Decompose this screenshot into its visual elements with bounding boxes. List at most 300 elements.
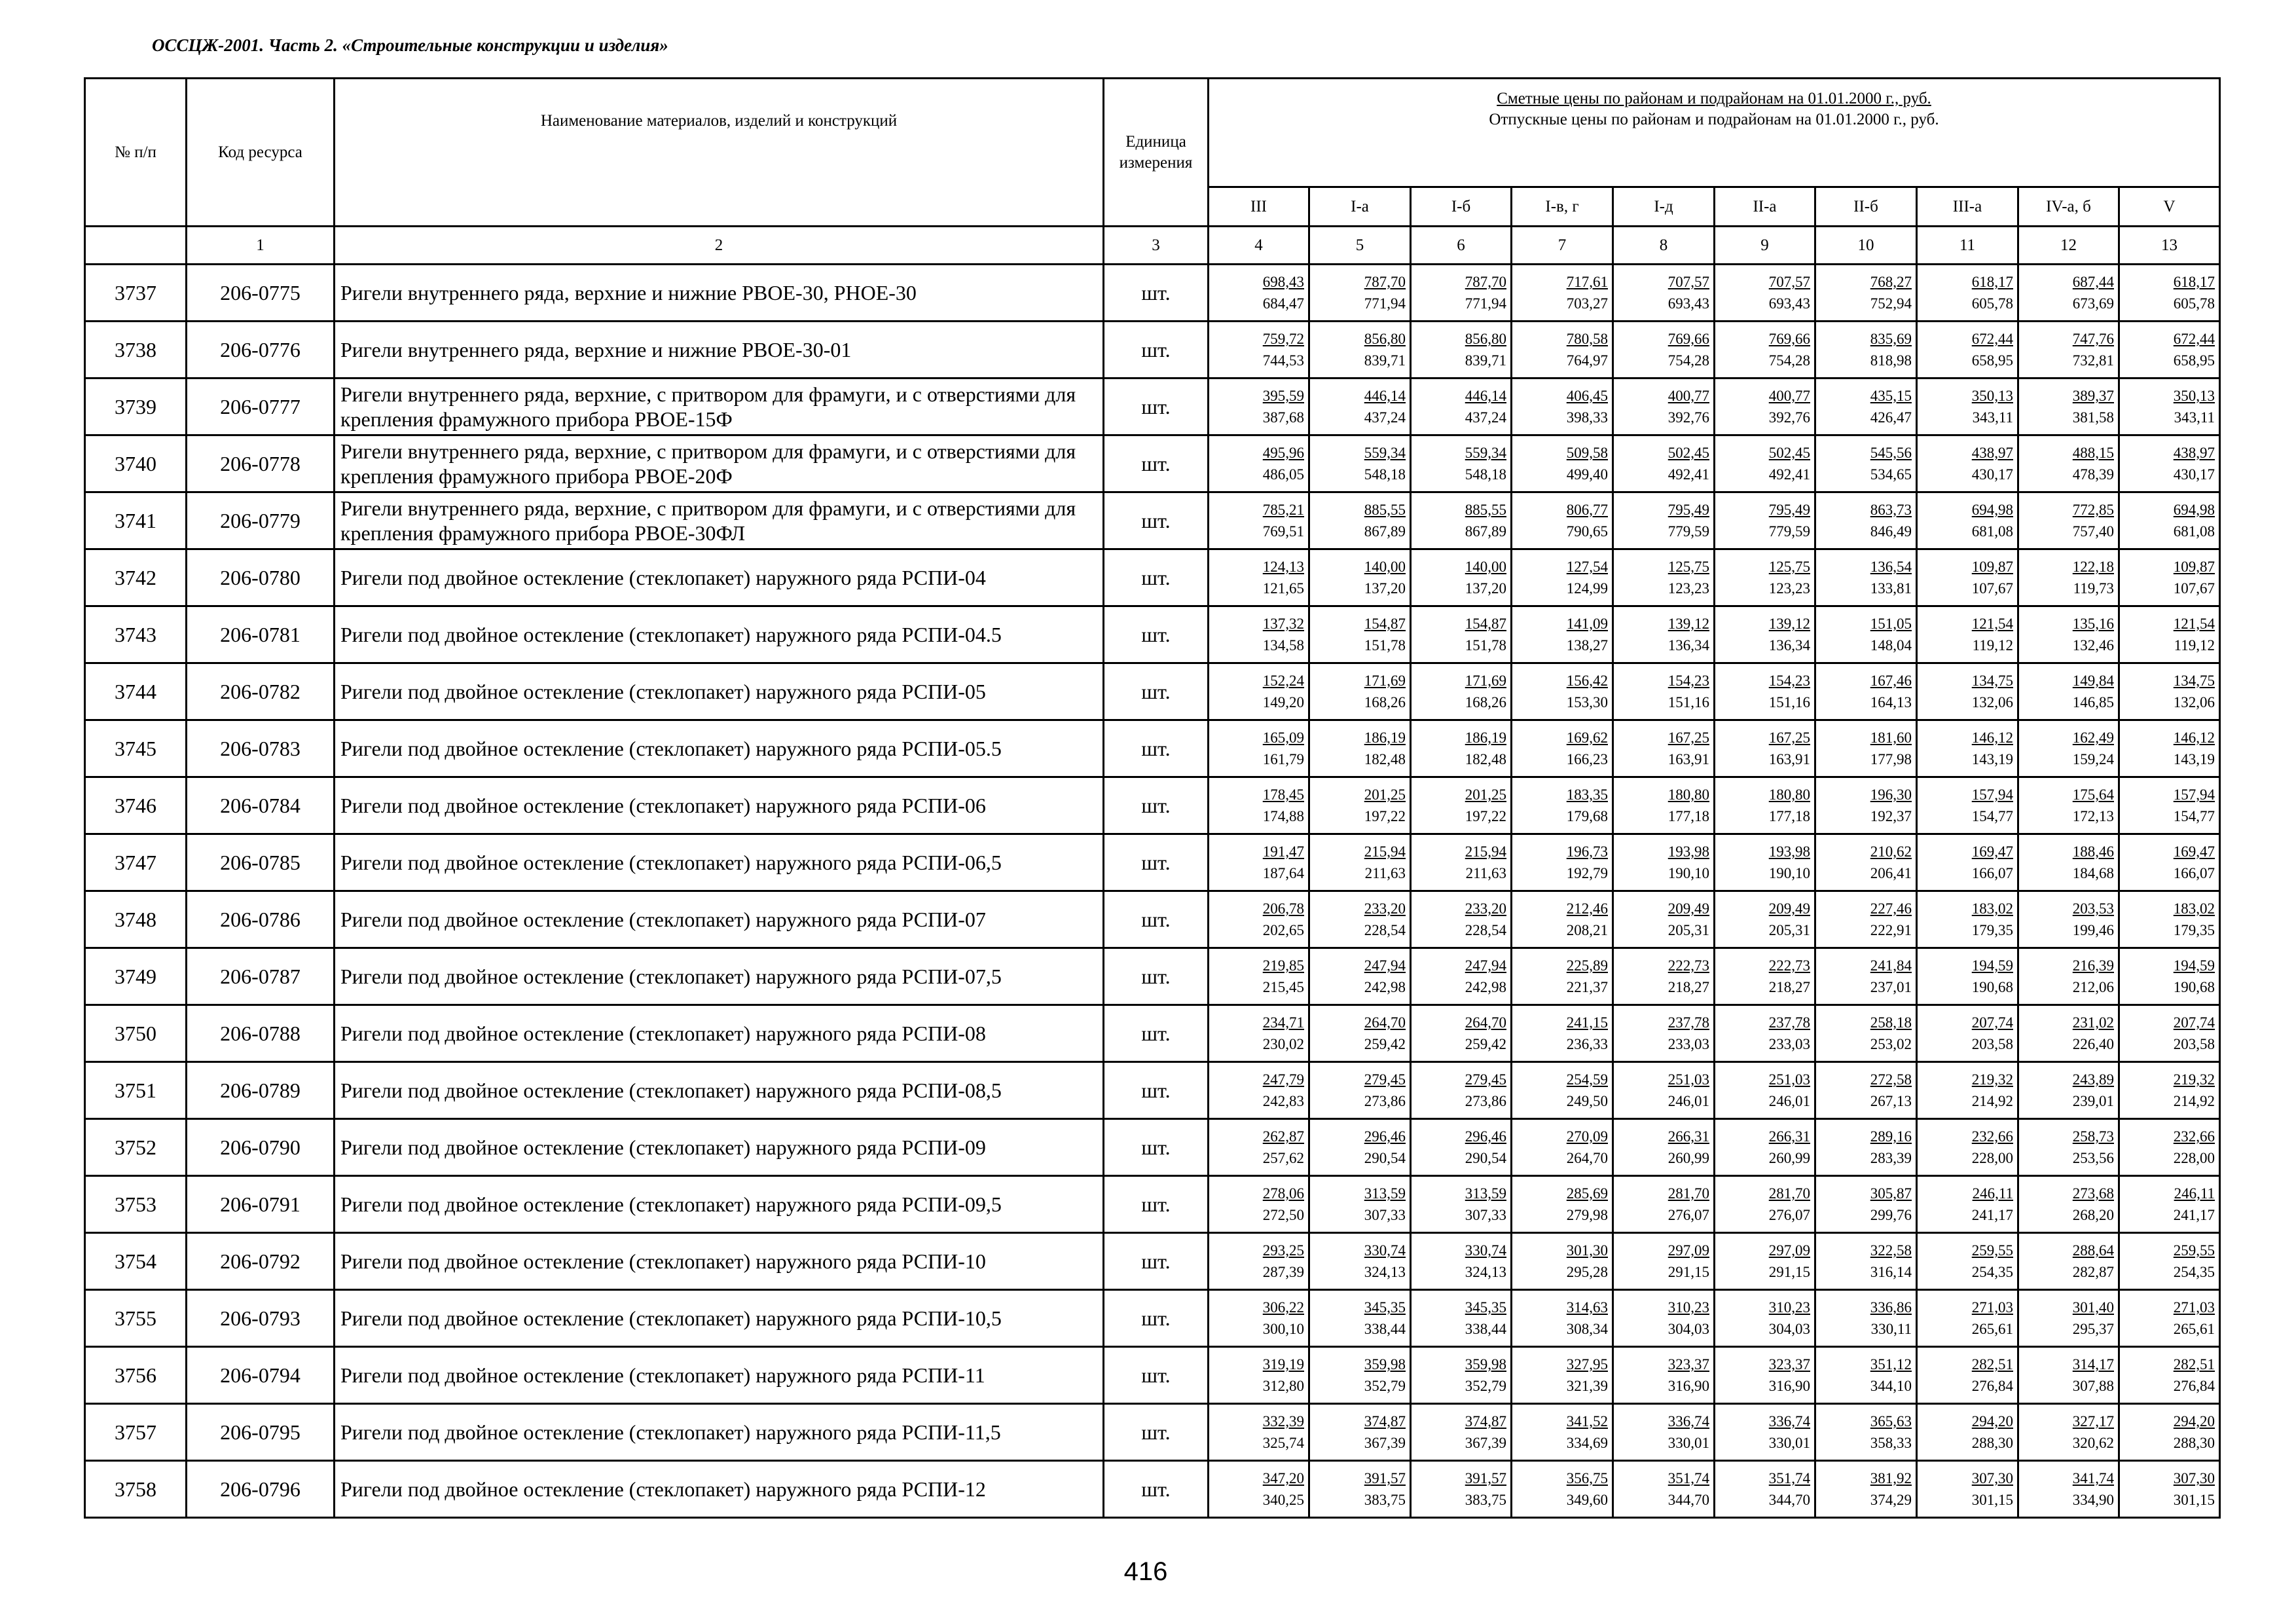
release-price: 291,15 (1667, 1264, 1709, 1280)
unit: шт. (1104, 1461, 1209, 1518)
estimated-price: 296,46 (1465, 1128, 1506, 1145)
release-price: 208,21 (1566, 922, 1608, 938)
estimated-price: 186,19 (1465, 729, 1506, 746)
resource-code: 206-0780 (187, 549, 335, 606)
estimated-price: 787,70 (1465, 274, 1506, 290)
release-price: 121,65 (1262, 580, 1304, 597)
price-cell (2119, 378, 2220, 435)
price-cell (1613, 720, 1715, 777)
release-price: 192,79 (1566, 865, 1608, 881)
price-cell (1613, 492, 1715, 549)
estimated-price: 374,87 (1465, 1413, 1506, 1430)
price-cell (1512, 1119, 1613, 1176)
release-price: 214,92 (2173, 1093, 2215, 1109)
region-header: III (1209, 187, 1309, 227)
release-price: 316,14 (1870, 1264, 1912, 1280)
price-cell (1309, 265, 1411, 322)
release-price: 684,47 (1262, 295, 1304, 312)
resource-code: 206-0790 (187, 1119, 335, 1176)
estimated-price: 856,80 (1465, 331, 1506, 347)
estimated-price: 698,43 (1262, 274, 1304, 290)
price-cell (1411, 435, 1512, 492)
release-price: 230,02 (1262, 1036, 1304, 1052)
estimated-price: 345,35 (1364, 1299, 1406, 1316)
release-price: 324,13 (1364, 1264, 1406, 1280)
release-price: 818,98 (1870, 352, 1912, 369)
estimated-price: 330,74 (1465, 1242, 1506, 1259)
release-price: 190,68 (1971, 979, 2013, 995)
price-cell (2119, 435, 2220, 492)
estimated-price: 181,60 (1870, 729, 1912, 746)
estimated-price: 203,53 (2072, 900, 2114, 917)
price-cell (1209, 720, 1309, 777)
price-cell (1411, 777, 1512, 834)
unit: шт. (1104, 435, 1209, 492)
column-number: 11 (1917, 227, 2018, 265)
header-prices-release: Отпускные цены по районам и подрайонам на 01.01.2000 г., руб. (1489, 111, 1939, 128)
price-cell (1209, 265, 1309, 322)
region-header: III-а (1917, 187, 2018, 227)
estimated-price: 345,35 (1465, 1299, 1506, 1316)
price-cell (1917, 891, 2018, 948)
estimated-price: 350,13 (2173, 388, 2215, 404)
price-cell (1309, 834, 1411, 891)
release-price: 316,90 (1768, 1378, 1810, 1394)
estimated-price: 154,23 (1667, 673, 1709, 689)
price-cell (2119, 1233, 2220, 1290)
price-cell (2119, 1347, 2220, 1404)
price-cell (1209, 948, 1309, 1005)
release-price: 151,78 (1465, 637, 1506, 654)
release-price: 283,39 (1870, 1150, 1912, 1166)
release-price: 205,31 (1667, 922, 1709, 938)
estimated-price: 241,84 (1870, 957, 1912, 974)
estimated-price: 785,21 (1262, 502, 1304, 518)
price-cell (1512, 948, 1613, 1005)
unit: шт. (1104, 777, 1209, 834)
price-cell (1815, 1233, 1917, 1290)
column-number: 12 (2018, 227, 2119, 265)
estimated-price: 237,78 (1667, 1014, 1709, 1031)
estimated-price: 273,68 (2072, 1185, 2114, 1202)
table-row (85, 777, 2220, 834)
release-price: 492,41 (1768, 466, 1810, 483)
item-name: Ригели под двойное остекление (стеклопакет) наружного ряда РСПИ-11,5 (335, 1404, 1104, 1461)
release-price: 430,17 (1971, 466, 2013, 483)
price-cell (2119, 549, 2220, 606)
price-cell (1411, 1233, 1512, 1290)
price-cell (1715, 720, 1815, 777)
release-price: 166,23 (1566, 751, 1608, 767)
price-cell (1411, 1347, 1512, 1404)
release-price: 197,22 (1465, 808, 1506, 824)
estimated-price: 165,09 (1262, 729, 1304, 746)
estimated-price: 885,55 (1465, 502, 1506, 518)
estimated-price: 215,94 (1465, 843, 1506, 860)
release-price: 338,44 (1364, 1321, 1406, 1337)
estimated-price: 356,75 (1566, 1470, 1608, 1486)
price-cell (1715, 891, 1815, 948)
release-price: 187,64 (1262, 865, 1304, 881)
release-price: 605,78 (2173, 295, 2215, 312)
price-cell (1715, 1176, 1815, 1233)
row-number: 3750 (85, 1005, 187, 1062)
release-price: 257,62 (1262, 1150, 1304, 1166)
release-price: 352,79 (1465, 1378, 1506, 1394)
item-name: Ригели под двойное остекление (стеклопакет) наружного ряда РСПИ-08 (335, 1005, 1104, 1062)
resource-code: 206-0788 (187, 1005, 335, 1062)
release-price: 163,91 (1768, 751, 1810, 767)
estimated-price: 772,85 (2072, 502, 2114, 518)
release-price: 138,27 (1566, 637, 1608, 654)
price-cell (1917, 1005, 2018, 1062)
estimated-price: 559,34 (1465, 445, 1506, 461)
estimated-price: 322,58 (1870, 1242, 1912, 1259)
release-price: 307,88 (2072, 1378, 2114, 1394)
release-price: 136,34 (1768, 637, 1810, 654)
item-name: Ригели внутреннего ряда, верхние, с притвором для фрамуги, и с отверстиями для крепления фрамужного прибора РВОЕ-20Ф (335, 435, 1104, 492)
row-number: 3747 (85, 834, 187, 891)
price-cell (1411, 322, 1512, 378)
table-row (85, 720, 2220, 777)
release-price: 426,47 (1870, 409, 1912, 426)
release-price: 246,01 (1667, 1093, 1709, 1109)
release-price: 790,65 (1566, 523, 1608, 540)
price-cell (1209, 1062, 1309, 1119)
resource-code: 206-0795 (187, 1404, 335, 1461)
estimated-price: 222,73 (1667, 957, 1709, 974)
estimated-price: 188,46 (2072, 843, 2114, 860)
row-number: 3752 (85, 1119, 187, 1176)
release-price: 107,67 (2173, 580, 2215, 597)
estimated-price: 835,69 (1870, 331, 1912, 347)
release-price: 548,18 (1465, 466, 1506, 483)
estimated-price: 122,18 (2072, 559, 2114, 575)
column-number: 8 (1613, 227, 1715, 265)
release-price: 136,34 (1667, 637, 1709, 654)
release-price: 163,91 (1667, 751, 1709, 767)
price-cell (1512, 1233, 1613, 1290)
price-cell (1815, 1404, 1917, 1461)
release-price: 190,68 (2173, 979, 2215, 995)
estimated-price: 707,57 (1768, 274, 1810, 290)
unit: шт. (1104, 1347, 1209, 1404)
item-name: Ригели внутреннего ряда, верхние, с притвором для фрамуги, и с отверстиями для крепления фрамужного прибора РВОЕ-30ФЛ (335, 492, 1104, 549)
price-cell (1917, 834, 2018, 891)
estimated-price: 157,94 (2173, 786, 2215, 803)
price-cell (1309, 492, 1411, 549)
header-unit: Единица измерения (1104, 79, 1209, 227)
price-cell (2119, 1461, 2220, 1518)
table-row (85, 322, 2220, 378)
column-number: 10 (1815, 227, 1917, 265)
page-number: 416 (1123, 1557, 1168, 1586)
estimated-price: 717,61 (1566, 274, 1608, 290)
release-price: 190,10 (1768, 865, 1810, 881)
price-cell (1815, 1176, 1917, 1233)
region-header: I-д (1613, 187, 1715, 227)
release-price: 383,75 (1465, 1492, 1506, 1508)
price-cell (1917, 606, 2018, 663)
release-price: 282,87 (2072, 1264, 2114, 1280)
column-number: 6 (1411, 227, 1512, 265)
release-price: 272,50 (1262, 1207, 1304, 1223)
release-price: 334,69 (1566, 1435, 1608, 1451)
release-price: 732,81 (2072, 352, 2114, 369)
item-name: Ригели под двойное остекление (стеклопакет) наружного ряда РСПИ-09 (335, 1119, 1104, 1176)
price-cell (1209, 891, 1309, 948)
release-price: 119,73 (2073, 580, 2114, 597)
price-cell (1815, 549, 1917, 606)
release-price: 211,63 (1465, 865, 1506, 881)
release-price: 320,62 (2072, 1435, 2114, 1451)
estimated-price: 885,55 (1364, 502, 1406, 518)
price-cell (1512, 1404, 1613, 1461)
price-cell (1917, 1119, 2018, 1176)
price-cell (2018, 777, 2119, 834)
row-number: 3755 (85, 1290, 187, 1347)
column-number: 2 (335, 227, 1104, 265)
price-cell (1512, 1062, 1613, 1119)
estimated-price: 183,35 (1566, 786, 1608, 803)
release-price: 211,63 (1364, 865, 1406, 881)
release-price: 249,50 (1566, 1093, 1608, 1109)
release-price: 658,95 (1971, 352, 2013, 369)
item-name: Ригели под двойное остекление (стеклопакет) наружного ряда РСПИ-07,5 (335, 948, 1104, 1005)
estimated-price: 169,62 (1566, 729, 1608, 746)
price-cell (1917, 663, 2018, 720)
estimated-price: 319,19 (1262, 1356, 1304, 1373)
release-price: 203,58 (1971, 1036, 2013, 1052)
row-number: 3754 (85, 1233, 187, 1290)
price-cell (2018, 1062, 2119, 1119)
estimated-price: 618,17 (2173, 274, 2215, 290)
estimated-price: 139,12 (1667, 616, 1709, 632)
resource-code: 206-0782 (187, 663, 335, 720)
price-cell (1815, 891, 1917, 948)
estimated-price: 350,13 (1971, 388, 2013, 404)
row-number: 3741 (85, 492, 187, 549)
estimated-price: 282,51 (1971, 1356, 2013, 1373)
price-cell (1815, 1461, 1917, 1518)
price-cell (1309, 549, 1411, 606)
price-cell (1411, 891, 1512, 948)
estimated-price: 271,03 (2173, 1299, 2215, 1316)
release-price: 693,43 (1768, 295, 1810, 312)
price-cell (1309, 1290, 1411, 1347)
estimated-price: 305,87 (1870, 1185, 1912, 1202)
estimated-price: 136,54 (1870, 559, 1912, 575)
price-cell (2018, 606, 2119, 663)
unit: шт. (1104, 834, 1209, 891)
header-prices-estimated: Сметные цены по районам и подрайонам на 01.01.2000 г., руб. (1497, 90, 1931, 107)
estimated-price: 154,87 (1465, 616, 1506, 632)
release-price: 330,01 (1667, 1435, 1709, 1451)
price-cell (1512, 663, 1613, 720)
item-name: Ригели под двойное остекление (стеклопакет) наружного ряда РСПИ-11 (335, 1347, 1104, 1404)
estimated-price: 330,74 (1364, 1242, 1406, 1259)
release-price: 260,99 (1768, 1150, 1810, 1166)
unit: шт. (1104, 1233, 1209, 1290)
item-name: Ригели под двойное остекление (стеклопакет) наружного ряда РСПИ-05 (335, 663, 1104, 720)
release-price: 744,53 (1262, 352, 1304, 369)
release-price: 265,61 (1971, 1321, 2013, 1337)
row-number: 3749 (85, 948, 187, 1005)
resource-code: 206-0796 (187, 1461, 335, 1518)
price-cell (1917, 378, 2018, 435)
price-cell (1715, 322, 1815, 378)
price-cell (1917, 492, 2018, 549)
price-cell (1209, 606, 1309, 663)
estimated-price: 336,74 (1768, 1413, 1810, 1430)
release-price: 307,33 (1465, 1207, 1506, 1223)
estimated-price: 288,64 (2072, 1242, 2114, 1259)
column-number (85, 227, 187, 265)
estimated-price: 154,23 (1768, 673, 1810, 689)
price-cell (1209, 1404, 1309, 1461)
price-cell (1917, 435, 2018, 492)
estimated-price: 264,70 (1465, 1014, 1506, 1031)
item-name: Ригели внутреннего ряда, верхние и нижние РВОЕ-30, РНОЕ-30 (335, 265, 1104, 322)
price-cell (1917, 720, 2018, 777)
estimated-price: 285,69 (1566, 1185, 1608, 1202)
table-row (85, 1290, 2220, 1347)
estimated-price: 314,17 (2072, 1356, 2114, 1373)
price-cell (1512, 1461, 1613, 1518)
price-cell (1411, 492, 1512, 549)
release-price: 752,94 (1870, 295, 1912, 312)
price-cell (1512, 606, 1613, 663)
estimated-price: 219,32 (1971, 1071, 2013, 1088)
price-cell (1613, 265, 1715, 322)
item-name: Ригели под двойное остекление (стеклопакет) наружного ряда РСПИ-04.5 (335, 606, 1104, 663)
price-cell (1512, 1005, 1613, 1062)
estimated-price: 180,80 (1768, 786, 1810, 803)
estimated-price: 183,02 (1971, 900, 2013, 917)
price-cell (1815, 1347, 1917, 1404)
price-cell (1815, 492, 1917, 549)
estimated-price: 246,11 (2174, 1185, 2215, 1202)
price-cell (1613, 1062, 1715, 1119)
estimated-price: 351,74 (1667, 1470, 1709, 1486)
release-price: 228,54 (1364, 922, 1406, 938)
price-cell (1613, 1290, 1715, 1347)
price-cell (1613, 606, 1715, 663)
price-cell (1209, 1119, 1309, 1176)
item-name: Ригели под двойное остекление (стеклопакет) наружного ряда РСПИ-07 (335, 891, 1104, 948)
release-price: 123,23 (1667, 580, 1709, 597)
price-cell (2018, 1176, 2119, 1233)
release-price: 673,69 (2072, 295, 2114, 312)
release-price: 290,54 (1465, 1150, 1506, 1166)
release-price: 846,49 (1870, 523, 1912, 540)
release-price: 241,17 (1971, 1207, 2013, 1223)
release-price: 143,19 (1971, 751, 2013, 767)
price-cell (2119, 492, 2220, 549)
estimated-price: 258,73 (2072, 1128, 2114, 1145)
column-number: 1 (187, 227, 335, 265)
release-price: 288,30 (2173, 1435, 2215, 1451)
resource-code: 206-0784 (187, 777, 335, 834)
price-cell (1715, 492, 1815, 549)
release-price: 212,06 (2072, 979, 2114, 995)
estimated-price: 341,52 (1566, 1413, 1608, 1430)
release-price: 754,28 (1667, 352, 1709, 369)
release-price: 352,79 (1364, 1378, 1406, 1394)
estimated-price: 502,45 (1667, 445, 1709, 461)
price-cell (1309, 1176, 1411, 1233)
release-price: 264,70 (1566, 1150, 1608, 1166)
estimated-price: 759,72 (1262, 331, 1304, 347)
unit: шт. (1104, 663, 1209, 720)
estimated-price: 237,78 (1768, 1014, 1810, 1031)
table-row (85, 663, 2220, 720)
estimated-price: 297,09 (1768, 1242, 1810, 1259)
release-price: 143,19 (2173, 751, 2215, 767)
estimated-price: 121,54 (1971, 616, 2013, 632)
release-price: 658,95 (2173, 352, 2215, 369)
estimated-price: 207,74 (1971, 1014, 2013, 1031)
estimated-price: 225,89 (1566, 957, 1608, 974)
unit: шт. (1104, 265, 1209, 322)
release-price: 228,00 (2173, 1150, 2215, 1166)
release-price: 168,26 (1364, 694, 1406, 710)
release-price: 430,17 (2173, 466, 2215, 483)
table-row (85, 834, 2220, 891)
release-price: 279,98 (1566, 1207, 1608, 1223)
release-price: 205,31 (1768, 922, 1810, 938)
estimated-price: 156,42 (1566, 673, 1608, 689)
release-price: 202,65 (1262, 922, 1304, 938)
estimated-price: 672,44 (2173, 331, 2215, 347)
row-number: 3746 (85, 777, 187, 834)
price-cell (1715, 663, 1815, 720)
estimated-price: 559,34 (1364, 445, 1406, 461)
release-price: 771,94 (1364, 295, 1406, 312)
estimated-price: 146,12 (2173, 729, 2215, 746)
release-price: 771,94 (1465, 295, 1506, 312)
estimated-price: 266,31 (1667, 1128, 1709, 1145)
price-cell (1613, 1005, 1715, 1062)
release-price: 149,20 (1262, 694, 1304, 710)
release-price: 246,01 (1768, 1093, 1810, 1109)
price-cell (1715, 606, 1815, 663)
release-price: 344,70 (1667, 1492, 1709, 1508)
estimated-price: 863,73 (1870, 502, 1912, 518)
release-price: 132,06 (1971, 694, 2013, 710)
price-cell (2018, 720, 2119, 777)
price-cell (1209, 1347, 1309, 1404)
column-number: 13 (2119, 227, 2220, 265)
release-price: 343,11 (2174, 409, 2215, 426)
estimated-price: 314,63 (1566, 1299, 1608, 1316)
release-price: 387,68 (1262, 409, 1304, 426)
estimated-price: 227,46 (1870, 900, 1912, 917)
price-cell (1815, 606, 1917, 663)
release-price: 218,27 (1768, 979, 1810, 995)
estimated-price: 365,63 (1870, 1413, 1912, 1430)
price-cell (1309, 435, 1411, 492)
estimated-price: 193,98 (1667, 843, 1709, 860)
release-price: 206,41 (1870, 865, 1912, 881)
release-price: 325,74 (1262, 1435, 1304, 1451)
price-cell (1309, 606, 1411, 663)
estimated-price: 207,74 (2173, 1014, 2215, 1031)
price-cell (1411, 378, 1512, 435)
estimated-price: 178,45 (1262, 786, 1304, 803)
price-cell (2119, 265, 2220, 322)
unit: шт. (1104, 1404, 1209, 1461)
